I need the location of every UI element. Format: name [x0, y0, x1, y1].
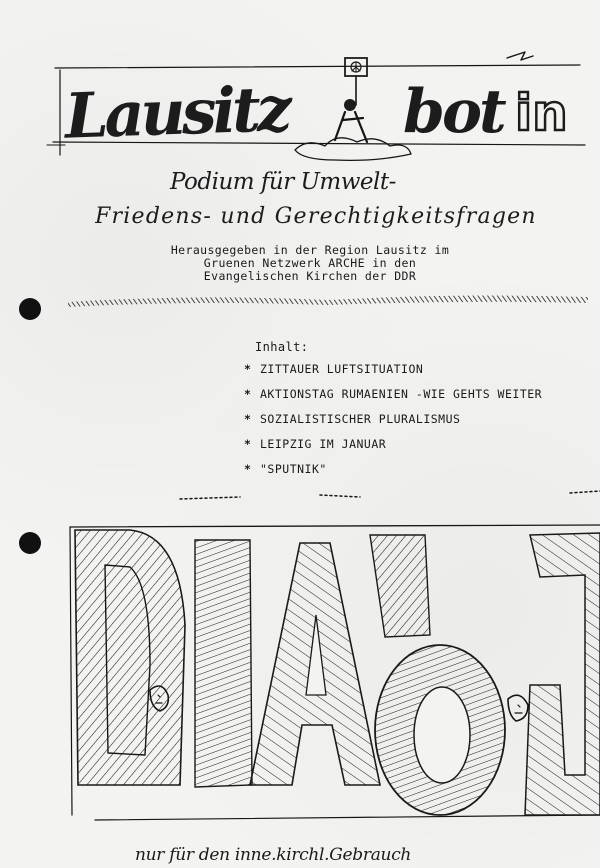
publisher-statement	[130, 244, 490, 283]
contents-item	[244, 412, 542, 437]
contents-item-text: "SPUTNIK"	[260, 462, 327, 476]
bullet-star-icon: *	[244, 462, 252, 476]
bullet-star-icon: *	[244, 412, 252, 426]
punch-hole-top	[19, 298, 41, 320]
protester-figure-icon	[335, 58, 367, 142]
footer-note: nur für den inne.kirchl.Gebrauch	[135, 845, 412, 865]
contents-item	[244, 362, 542, 387]
bullet-star-icon: *	[244, 387, 252, 401]
contents-item	[244, 387, 542, 412]
contents-item	[244, 437, 542, 462]
publisher-line-2: Gruenen Netzwerk ARCHE in den	[203, 256, 417, 270]
bullet-star-icon: *	[244, 437, 252, 451]
dialog-illustration	[0, 485, 600, 850]
masthead-title-part1: Lausitz	[63, 72, 290, 153]
contents-list	[244, 362, 542, 487]
contents-item-text: LEIPZIG IM JANUAR	[260, 437, 387, 451]
contents-heading: Inhalt:	[255, 340, 309, 354]
face-right-icon	[508, 695, 528, 721]
publisher-line-1: Herausgegeben in der Region Lausitz im	[170, 243, 450, 257]
hatched-divider	[68, 290, 588, 310]
contents-item	[244, 462, 542, 487]
tagline-line1: Podium für Umwelt-	[170, 169, 396, 195]
masthead-title-part3: in	[515, 84, 568, 142]
contents-item-text: SOZIALISTISCHER PLURALISMUS	[260, 412, 461, 426]
masthead-title-part2: bot	[403, 77, 504, 147]
contents-item-text: AKTIONSTAG RUMAENIEN -WIE GEHTS WEITER	[260, 387, 543, 401]
masthead-logo	[45, 50, 590, 165]
tagline-line2: Friedens- und Gerechtigkeitsfragen	[95, 204, 535, 229]
masthead-tagline	[95, 165, 575, 245]
contents-item-text: ZITTAUER LUFTSITUATION	[260, 362, 424, 376]
publisher-line-3: Evangelischen Kirchen der DDR	[203, 269, 417, 283]
bullet-star-icon: *	[244, 362, 252, 376]
